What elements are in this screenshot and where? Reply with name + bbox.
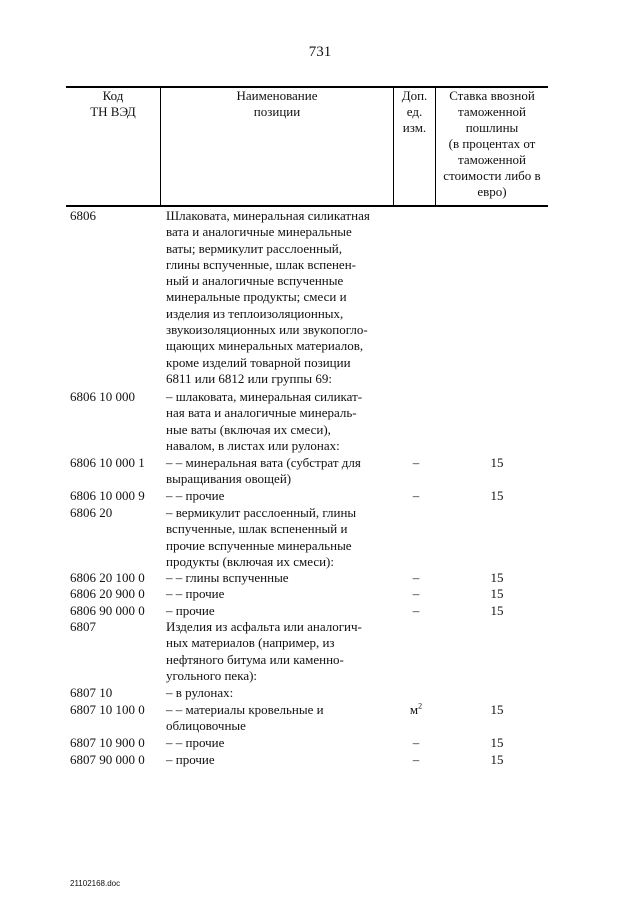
row-name bbox=[166, 586, 396, 602]
table-header-rule bbox=[66, 205, 548, 207]
row-name-line: щающих минеральных материалов, bbox=[166, 338, 364, 354]
row-name bbox=[166, 208, 396, 387]
row-name bbox=[166, 619, 396, 684]
row-code: 6807 10 100 0 bbox=[70, 702, 145, 717]
row-name-line: – – минеральная вата (субстрат для bbox=[166, 455, 361, 470]
header-unit-line: Доп. bbox=[401, 88, 428, 103]
row-code: 6806 10 000 bbox=[70, 389, 135, 404]
row-rate: 15 bbox=[490, 702, 504, 717]
row-unit: – bbox=[412, 735, 420, 750]
row-name-line: навалом, в листах или рулонах: bbox=[166, 437, 340, 453]
header-name bbox=[161, 88, 393, 120]
header-unit bbox=[394, 88, 435, 136]
row-code: 6806 20 900 0 bbox=[70, 586, 145, 601]
row-name-line: Изделия из асфальта или аналогич- bbox=[166, 619, 362, 634]
row-name-line: – прочие bbox=[166, 603, 215, 618]
row-name-line: ные ваты (включая их смеси), bbox=[166, 421, 331, 437]
row-code: 6807 bbox=[70, 619, 96, 634]
row-code: 6806 bbox=[70, 208, 96, 223]
header-rate-line: таможенной bbox=[458, 104, 526, 119]
row-code: 6806 20 100 0 bbox=[70, 570, 145, 585]
document-filename: 21102168.doc bbox=[70, 879, 121, 888]
row-code: 6807 10 bbox=[70, 685, 113, 700]
row-unit: – bbox=[412, 455, 420, 470]
row-name bbox=[166, 455, 396, 488]
row-unit-superscript: 2 bbox=[418, 701, 423, 711]
row-name-line: угольного пека): bbox=[166, 667, 258, 683]
row-name-line: – – прочие bbox=[166, 735, 225, 750]
header-unit-line: ед. bbox=[406, 104, 423, 119]
header-rate-line: таможенной bbox=[458, 152, 526, 167]
row-name-line: прочие вспученные минеральные bbox=[166, 537, 352, 553]
row-name bbox=[166, 752, 396, 768]
row-unit: – bbox=[412, 752, 420, 767]
row-unit-text: м bbox=[409, 702, 419, 717]
header-code bbox=[66, 88, 160, 120]
row-rate: 15 bbox=[490, 603, 504, 618]
row-name-line: вата и аналогичные минеральные bbox=[166, 224, 352, 240]
header-rate bbox=[436, 88, 548, 200]
row-name-line: кроме изделий товарной позиции bbox=[166, 354, 351, 370]
row-code: 6807 10 900 0 bbox=[70, 735, 145, 750]
row-rate: 15 bbox=[490, 735, 504, 750]
row-name bbox=[166, 685, 396, 701]
row-name bbox=[166, 505, 396, 570]
row-code: 6806 90 000 0 bbox=[70, 603, 145, 618]
row-name-line: – шлаковата, минеральная силикат- bbox=[166, 389, 363, 404]
page-number: 731 bbox=[308, 44, 332, 60]
row-name bbox=[166, 389, 396, 454]
row-name-line: Шлаковата, минеральная силикатная bbox=[166, 208, 370, 223]
row-name-line: ных материалов (например, из bbox=[166, 635, 335, 651]
row-rate: 15 bbox=[490, 586, 504, 601]
row-unit: – bbox=[412, 603, 420, 618]
row-name-line: – прочие bbox=[166, 752, 215, 767]
header-code-line: Код bbox=[102, 88, 124, 103]
header-rate-line: евро) bbox=[477, 184, 507, 199]
row-rate: 15 bbox=[490, 570, 504, 585]
row-name bbox=[166, 603, 396, 619]
row-code: 6807 90 000 0 bbox=[70, 752, 145, 767]
row-name-line: звукоизоляционных или звукопогло- bbox=[166, 322, 368, 338]
row-code: 6806 10 000 9 bbox=[70, 488, 145, 503]
row-unit bbox=[404, 702, 428, 718]
row-name-line: 6811 или 6812 или группы 69: bbox=[166, 370, 332, 386]
row-name-line: – – прочие bbox=[166, 488, 225, 503]
header-unit-line: изм. bbox=[402, 120, 427, 135]
row-name-line: минеральные продукты; смеси и bbox=[166, 289, 347, 305]
row-unit: – bbox=[412, 488, 420, 503]
row-name-line: – – материалы кровельные и bbox=[166, 702, 324, 717]
row-name-line: ный и аналогичные вспученные bbox=[166, 273, 344, 289]
header-rate-line: (в процентах от bbox=[448, 136, 536, 151]
header-rate-line: пошлины bbox=[465, 120, 519, 135]
row-name bbox=[166, 702, 396, 735]
header-name-line: Наименование bbox=[236, 88, 318, 103]
row-name-line: продукты (включая их смеси): bbox=[166, 553, 334, 569]
row-name bbox=[166, 570, 396, 586]
row-unit: – bbox=[412, 586, 420, 601]
header-rate-line: Ставка ввозной bbox=[449, 88, 535, 103]
header-rate-line: стоимости либо в bbox=[443, 168, 541, 183]
row-name-line: – – прочие bbox=[166, 586, 225, 601]
header-code-line: ТН ВЭД bbox=[90, 104, 136, 119]
row-name-line: изделия из теплоизоляционных, bbox=[166, 305, 344, 321]
row-code: 6806 20 bbox=[70, 505, 113, 520]
row-rate: 15 bbox=[490, 488, 504, 503]
row-name bbox=[166, 488, 396, 504]
row-name-line: глины вспученные, шлак вспенен- bbox=[166, 256, 356, 272]
row-name-line: ваты; вермикулит расслоенный, bbox=[166, 240, 343, 256]
row-name-line: – в рулонах: bbox=[166, 685, 234, 700]
row-name-line: – вермикулит расслоенный, глины bbox=[166, 505, 357, 520]
row-name-line: – – глины вспученные bbox=[166, 570, 289, 585]
row-code: 6806 10 000 1 bbox=[70, 455, 145, 470]
row-name-line: выращивания овощей) bbox=[166, 471, 292, 487]
row-name-line: вспученные, шлак вспененный и bbox=[166, 521, 348, 537]
row-unit: – bbox=[412, 570, 420, 585]
header-name-line: позиции bbox=[253, 104, 301, 119]
row-name-line: облицовочные bbox=[166, 718, 246, 734]
row-name-line: ная вата и аналогичные минераль- bbox=[166, 405, 357, 421]
row-name-line: нефтяного битума или каменно- bbox=[166, 651, 344, 667]
row-name bbox=[166, 735, 396, 751]
row-rate: 15 bbox=[490, 455, 504, 470]
row-rate: 15 bbox=[490, 752, 504, 767]
